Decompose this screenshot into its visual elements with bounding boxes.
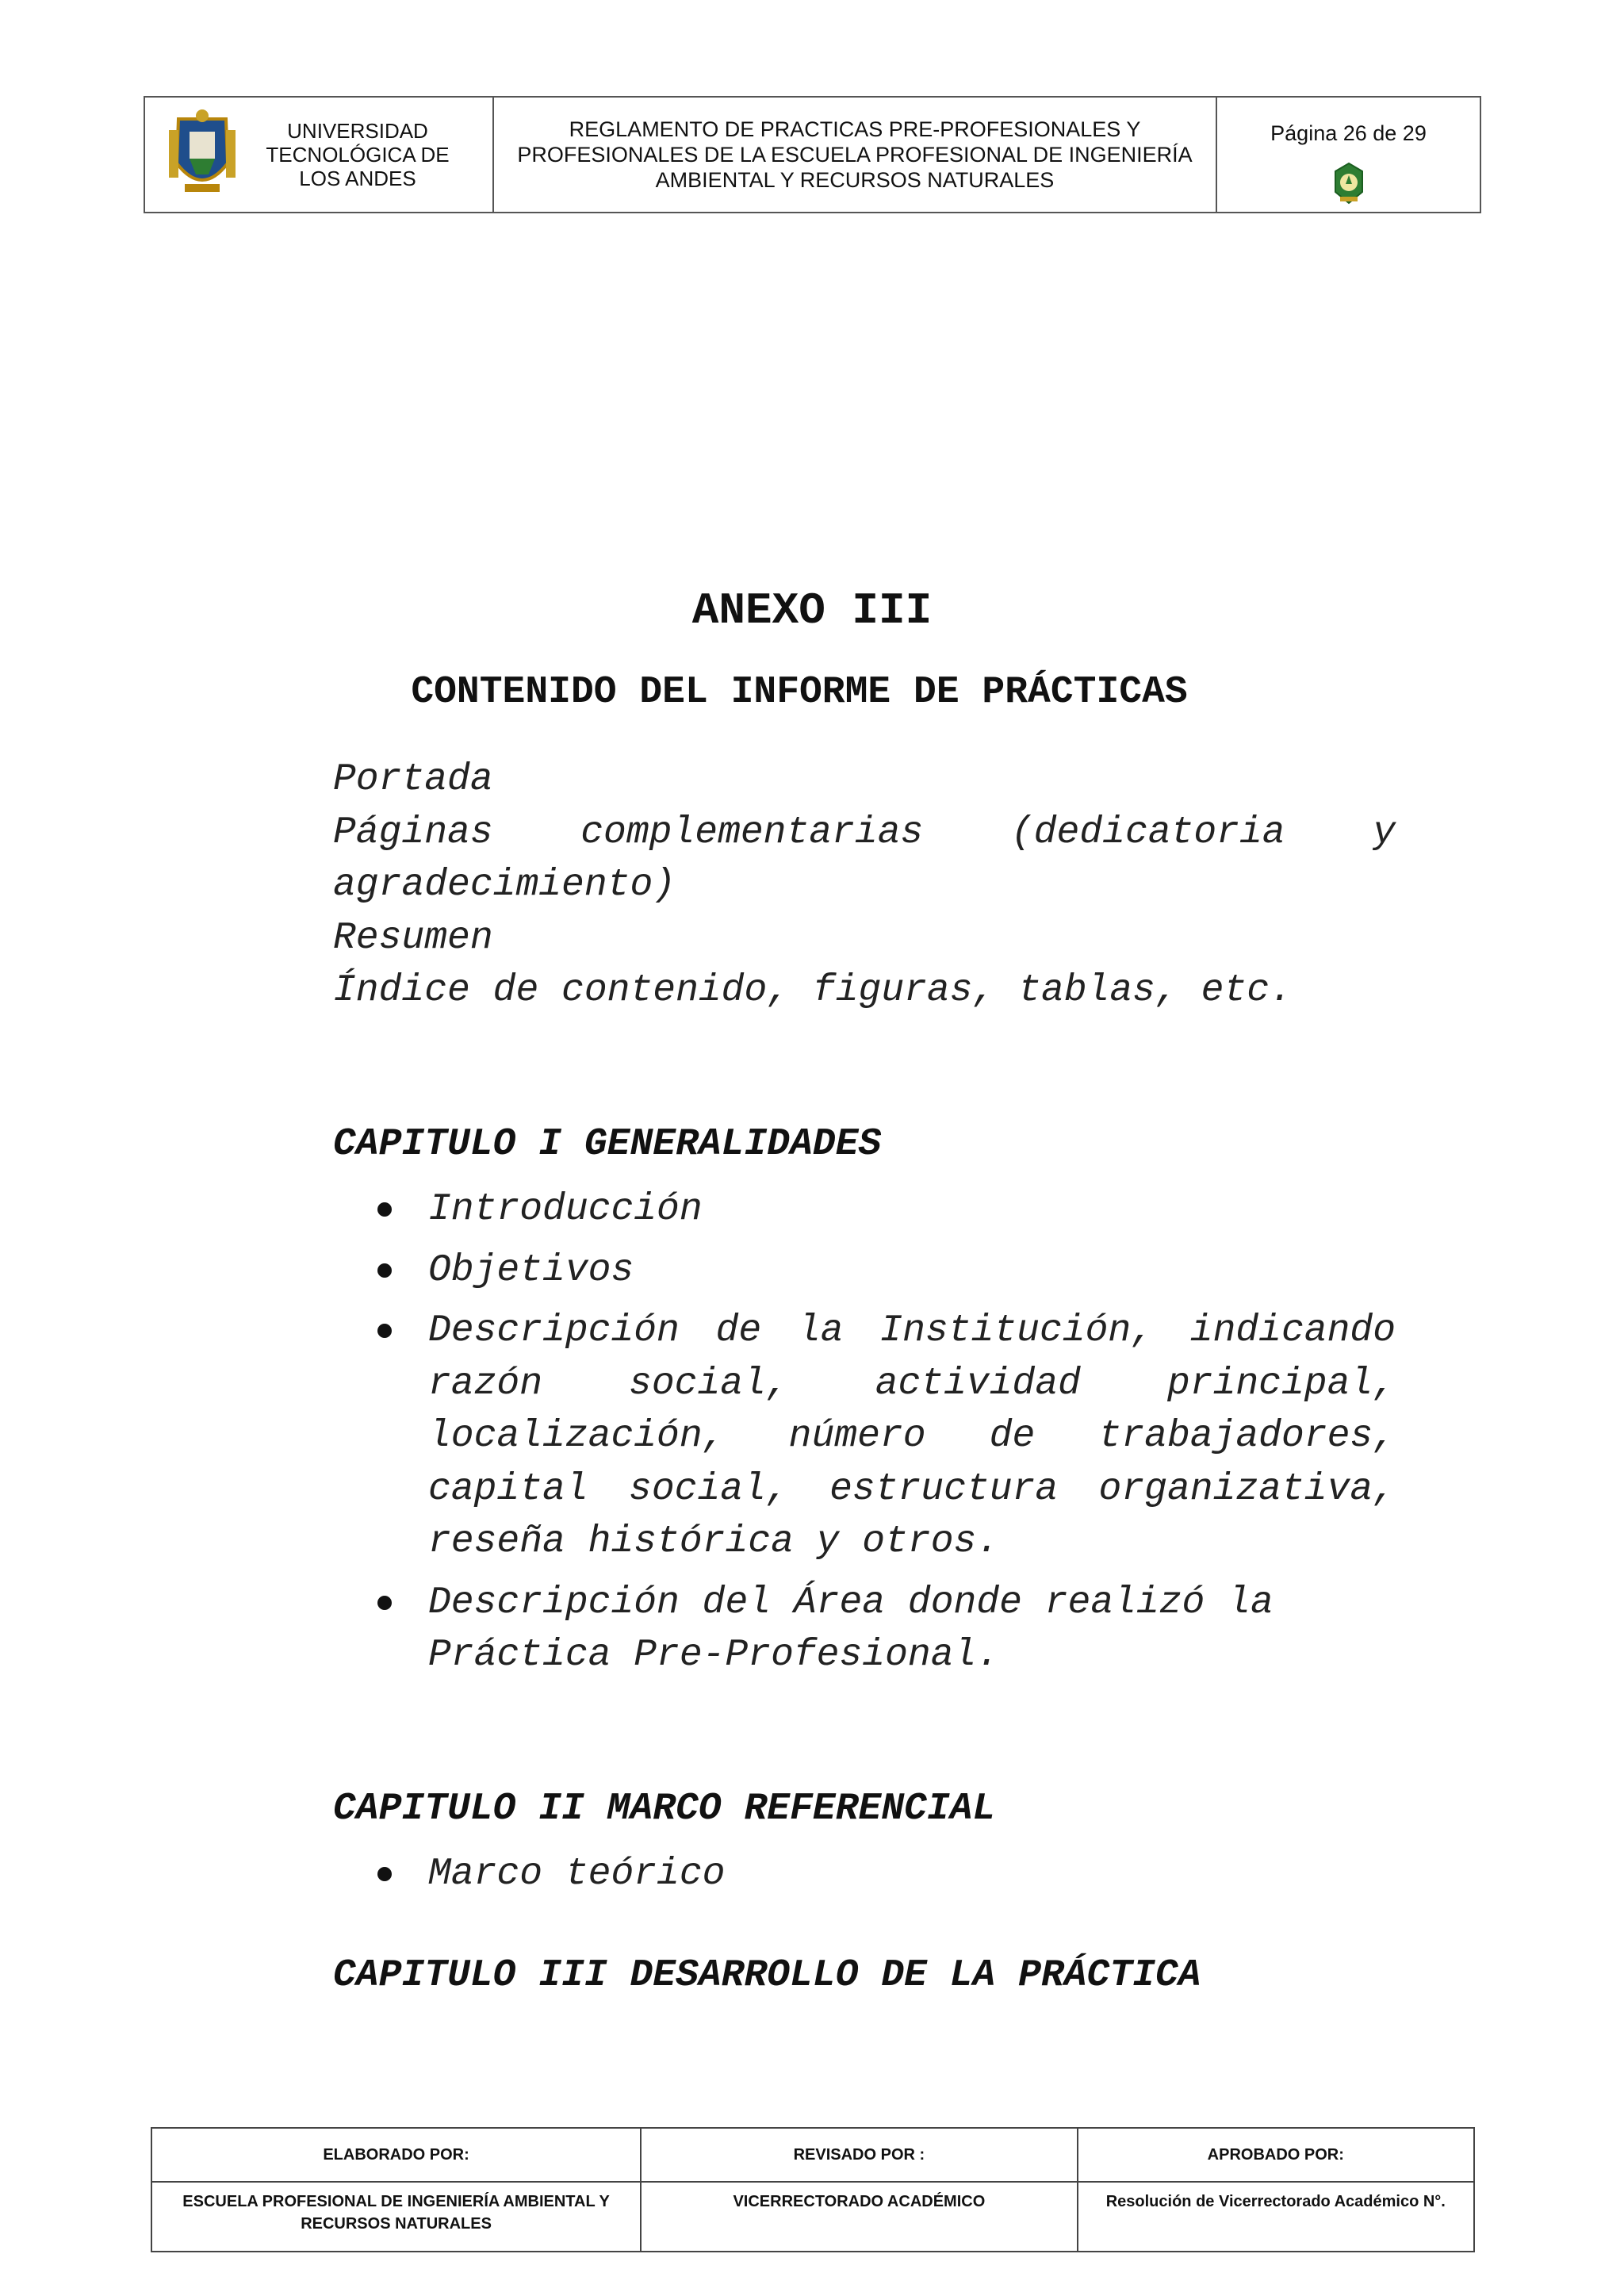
header-university-cell [145,98,494,212]
front-matter-item: Páginas complementarias (dedicatoria y agradecimiento) [333,811,1396,907]
document-title-line-2: PROFESIONALES DE LA ESCUELA PROFESIONAL DE INGENIERÍA [517,143,1193,167]
approval-footer-table [151,2127,1475,2252]
front-matter-item: Portada [333,758,493,801]
page-number: Página 26 de 29 [1270,121,1427,145]
front-matter-list [333,753,1396,1018]
list-item: Descripción del Área donde realizó la Práctica Pre-Profesional. [428,1577,1396,1682]
list-item: Descripción de la Institución, indicando razón social, actividad principal, localización, número de trabajadores, capital social, estructura organizativa, reseña histórica y otros. [428,1305,1396,1569]
aprobado-label: APROBADO POR: [1078,2128,1474,2182]
elaborado-value: ESCUELA PROFESIONAL DE INGENIERÍA AMBIENTAL Y RECURSOS NATURALES [151,2182,641,2252]
header-title-cell [494,98,1217,212]
university-name-line-2: TECNOLÓGICA DE [266,143,450,167]
front-matter-item: Índice de contenido, figuras, tablas, etc. [333,969,1293,1012]
chapter-3-title: CAPITULO III DESARROLLO DE LA PRÁCTICA [333,1954,1201,1997]
school-seal-icon [1331,160,1367,206]
front-matter-item: Resumen [333,916,493,960]
elaborado-label: ELABORADO POR: [151,2128,641,2182]
chapter-1-list [428,1183,1396,1690]
document-header [144,96,1481,213]
university-name-line-1: UNIVERSIDAD [287,119,428,143]
annex-subtitle: CONTENIDO DEL INFORME DE PRÁCTICAS [411,671,1188,714]
university-crest-icon [163,108,242,201]
chapter-2-title: CAPITULO II MARCO REFERENCIAL [333,1788,996,1830]
list-item: Introducción [428,1183,1396,1236]
header-page-cell [1217,98,1480,212]
document-title-line-3: AMBIENTAL Y RECURSOS NATURALES [655,168,1055,192]
aprobado-value: Resolución de Vicerrectorado Académico N°. [1078,2182,1474,2252]
chapter-1-title: CAPITULO I GENERALIDADES [333,1123,882,1166]
list-item: Marco teórico [428,1848,1396,1901]
chapter-2-list [428,1848,1396,1909]
document-title-line-1: REGLAMENTO DE PRACTICAS PRE-PROFESIONALES Y [569,117,1141,141]
revisado-value: VICERRECTORADO ACADÉMICO [641,2182,1077,2252]
university-name-line-3: LOS ANDES [299,167,416,190]
annex-title: ANEXO III [691,585,933,636]
list-item: Objetivos [428,1244,1396,1297]
revisado-label: REVISADO POR : [641,2128,1077,2182]
